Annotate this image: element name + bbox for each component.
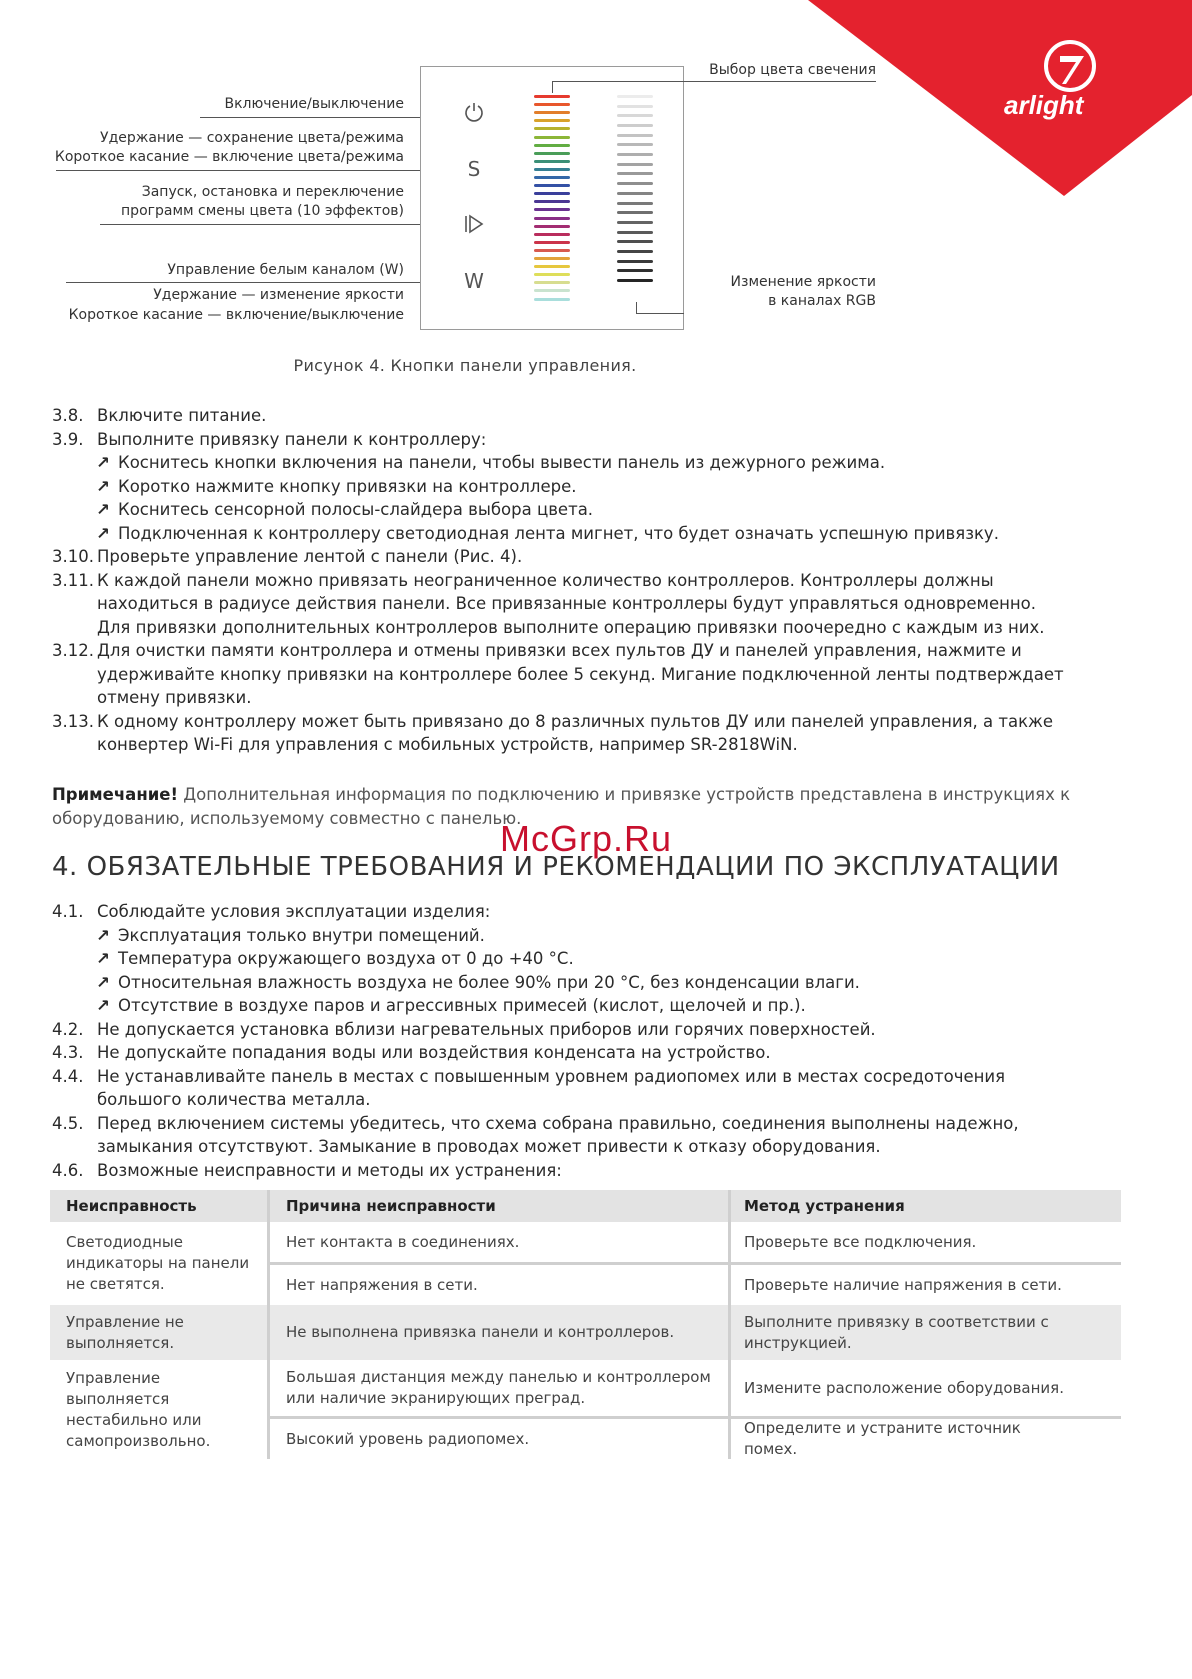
- list-number: 4.3.: [52, 1043, 84, 1062]
- color-bar: [534, 103, 570, 106]
- table-header-fault-text: Неисправность: [66, 1196, 197, 1215]
- table-header-cause-text: Причина неисправности: [286, 1196, 496, 1215]
- color-bar: [534, 257, 570, 260]
- table-cell-cause: [270, 1419, 728, 1459]
- label-w-tap: Короткое касание — включение/выключение: [68, 307, 404, 323]
- gray-bar: [617, 202, 653, 205]
- color-bar: [534, 111, 570, 114]
- gray-bar: [617, 124, 653, 127]
- bullet-text: Коротко нажмите кнопку привязки на контроллере.: [118, 476, 577, 496]
- arrow-bullet-icon: ↗: [96, 996, 110, 1015]
- list-text: Соблюдайте условия эксплуатации изделия:: [97, 902, 491, 921]
- list-text: Не устанавливайте панель в местах с повышенным уровнем радиопомех или в местах сосредоточения: [97, 1066, 1006, 1086]
- list-number: 4.1.: [52, 902, 84, 921]
- bullet-text: Температура окружающего воздуха от 0 до +40 °C.: [118, 949, 574, 968]
- gray-bar: [617, 260, 653, 263]
- table-cell-cause: [270, 1360, 728, 1416]
- bullet-item: [96, 994, 806, 1018]
- bullet-item: [96, 498, 593, 522]
- gray-bar: [617, 231, 653, 234]
- bullet-text: Относительная влажность воздуха не более 90% при 20 °C, без конденсации влаги.: [118, 972, 860, 992]
- gray-bar: [617, 269, 653, 272]
- bullet-item: [96, 475, 576, 499]
- table-cell-fix: [728, 1305, 1121, 1360]
- table-cell-fault-text: Управление выполняется нестабильно или самопроизвольно.: [66, 1368, 211, 1450]
- figure-caption: Рисунок 4. Кнопки панели управления.: [293, 356, 637, 375]
- bullet-text: Подключенная к контроллеру светодиодная лента мигнет, что будет означать успешную привязку.: [118, 523, 999, 543]
- label-play-1: Запуск, остановка и переключение: [141, 184, 404, 200]
- label-s-tap: Короткое касание — включение цвета/режима: [54, 149, 404, 165]
- gray-bar: [617, 211, 653, 214]
- table-cell-fix: [728, 1265, 1121, 1305]
- table-cell-fix: [728, 1419, 1121, 1459]
- list-text: Перед включением системы убедитесь, что схема собрана правильно, соединения выполнены надежно,: [97, 1113, 1019, 1133]
- bullet-item: [96, 947, 574, 971]
- color-bar: [534, 127, 570, 130]
- gray-bar: [617, 250, 653, 253]
- table-cell-cause-text: Высокий уровень радиопомех.: [286, 1429, 530, 1448]
- table-cell-fix: [728, 1222, 1121, 1262]
- table-cell-fix-text: Выполните привязку в соответствии с инструкцией.: [744, 1312, 1049, 1352]
- list-text: отмену привязки.: [97, 688, 252, 707]
- arrow-bullet-icon: ↗: [96, 476, 110, 496]
- label-power: Включение/выключение: [224, 96, 404, 112]
- list-text: Выполните привязку панели к контроллеру:: [97, 429, 487, 449]
- table-cell-cause-text: Не выполнена привязка панели и контроллеров.: [286, 1323, 675, 1341]
- list-text: Не допускайте попадания воды или воздействия конденсата на устройство.: [97, 1043, 771, 1062]
- bullet-text: Коснитесь кнопки включения на панели, чтобы вывести панель из дежурного режима.: [118, 453, 886, 472]
- color-bar: [534, 265, 570, 268]
- gray-bar: [617, 240, 653, 243]
- table-cell-fix-text: Измените расположение оборудования.: [744, 1378, 1064, 1397]
- list-number: 3.10.: [52, 547, 94, 566]
- label-brightness-2: в каналах RGB: [768, 293, 876, 309]
- note-text: Дополнительная информация по подключению и привязке устройств представлена в инструкциях к оборудованию, используемому совместно с панелью.: [52, 785, 1071, 828]
- bullet-item: [96, 522, 999, 546]
- logo-corner: [808, 0, 1192, 200]
- power-button: [459, 101, 489, 128]
- label-brightness-1: Изменение яркости: [730, 274, 876, 290]
- list-number: 3.12.: [52, 641, 94, 660]
- note-label: Примечание!: [52, 785, 178, 804]
- label-s-hold: Удержание — сохранение цвета/режима: [100, 130, 404, 146]
- s-button: S: [467, 157, 481, 181]
- table-cell-cause-text: Большая дистанция между панелью и контроллером или наличие экранирующих преград.: [286, 1368, 711, 1407]
- table-cell-cause: [270, 1305, 728, 1360]
- color-bar: [534, 160, 570, 163]
- label-color-select: Выбор цвета свечения: [709, 62, 876, 78]
- color-bar: [534, 136, 570, 139]
- logo-background: [808, 0, 1192, 196]
- table-cell-fault: [50, 1222, 267, 1305]
- table-cell-fix-text: Проверьте все подключения.: [744, 1232, 977, 1251]
- list-text: находиться в радиусе действия панели. Все привязанные контроллеры будут управляться одновременно.: [97, 594, 1037, 613]
- color-bar: [534, 168, 570, 171]
- label-w: Управление белым каналом (W): [167, 262, 404, 278]
- color-bar: [534, 152, 570, 155]
- color-bar: [534, 273, 570, 276]
- color-bar: [534, 289, 570, 292]
- table-cell-cause-text: Нет напряжения в сети.: [286, 1275, 478, 1294]
- list-text: Для привязки дополнительных контроллеров выполните операцию привязки поочередно с каждым из них.: [97, 617, 1045, 637]
- arrow-bullet-icon: ↗: [96, 925, 110, 945]
- list-text: Для очистки памяти контроллера и отмены привязки всех пультов ДУ и панелей управления, нажмите и: [97, 641, 1022, 660]
- bullet-text: Эксплуатация только внутри помещений.: [118, 925, 485, 945]
- arrow-bullet-icon: ↗: [96, 949, 110, 968]
- list-text: Включите питание.: [97, 406, 267, 425]
- bullet-item: [96, 971, 860, 995]
- color-bar: [534, 184, 570, 187]
- bullet-text: Коснитесь сенсорной полосы-слайдера выбора цвета.: [118, 500, 594, 519]
- list-number: 3.8.: [52, 406, 84, 425]
- gray-bar: [617, 143, 653, 146]
- list-text: большого количества металла.: [97, 1090, 371, 1109]
- list-number: 4.2.: [52, 1019, 84, 1039]
- color-bar: [534, 281, 570, 284]
- gray-bar: [617, 172, 653, 175]
- color-bar: [534, 200, 570, 203]
- play-pause-icon: [462, 213, 486, 235]
- gray-bar: [617, 163, 653, 166]
- color-bar: [534, 225, 570, 228]
- list-text: К одному контроллеру может быть привязано до 8 различных пультов ДУ или панелей управления, а также: [97, 711, 1054, 731]
- list-text: Не допускается установка вблизи нагревательных приборов или горячих поверхностей.: [97, 1019, 876, 1039]
- arrow-bullet-icon: ↗: [96, 500, 110, 519]
- list-text: Проверьте управление лентой с панели (Рис. 4).: [97, 547, 523, 566]
- gray-bar: [617, 114, 653, 117]
- color-bar: [534, 298, 570, 301]
- list-number: 3.9.: [52, 429, 84, 449]
- list-number: 3.11.: [52, 570, 94, 590]
- arrow-bullet-icon: ↗: [96, 972, 110, 992]
- gray-bar: [617, 192, 653, 195]
- arrow-bullet-icon: ↗: [96, 523, 110, 543]
- label-play-2: программ смены цвета (10 эффектов): [121, 203, 404, 219]
- list-number: 4.4.: [52, 1066, 84, 1086]
- bullet-text: Отсутствие в воздухе паров и агрессивных примесей (кислот, щелочей и пр.).: [118, 996, 806, 1015]
- table-cell-cause: [270, 1222, 728, 1262]
- bullet-item: [96, 451, 885, 475]
- table-cell-fix-text: Определите и устраните источник помех.: [744, 1419, 1021, 1458]
- list-text: удерживайте кнопку привязки на контроллере более 5 секунд. Мигание подключенной ленты подтверждает: [97, 664, 1064, 684]
- color-bar: [534, 249, 570, 252]
- logo-text: arlight: [1004, 90, 1084, 120]
- table-cell-cause-text: Нет контакта в соединениях.: [286, 1232, 520, 1251]
- list-number: 3.13.: [52, 711, 94, 731]
- table-header-fault: [50, 1190, 267, 1222]
- list-text: замыкания отсутствуют. Замыкание в проводах может привести к отказу оборудования.: [97, 1137, 881, 1156]
- color-bar: [534, 144, 570, 147]
- gray-bar: [617, 134, 653, 137]
- table-header-fix: [728, 1190, 1121, 1222]
- table-header-cause: [270, 1190, 728, 1222]
- section-4-title: 4. ОБЯЗАТЕЛЬНЫЕ ТРЕБОВАНИЯ И РЕКОМЕНДАЦИИ ПО ЭКСПЛУАТАЦИИ: [52, 852, 1060, 882]
- list-number: 4.6.: [52, 1160, 84, 1180]
- table-cell-fault: [50, 1305, 267, 1360]
- color-bar: [534, 176, 570, 179]
- gray-bar: [617, 221, 653, 224]
- column-separator: [267, 1190, 270, 1459]
- color-bar: [534, 208, 570, 211]
- gray-bar: [617, 95, 653, 98]
- table-cell-fault-text: Управление не выполняется.: [66, 1312, 184, 1352]
- table-cell-fix: [728, 1360, 1121, 1416]
- list-number: 4.5.: [52, 1113, 84, 1133]
- gray-bar: [617, 105, 653, 108]
- label-w-hold: Удержание — изменение яркости: [153, 287, 404, 303]
- table-cell-fix-text: Проверьте наличие напряжения в сети.: [744, 1275, 1062, 1294]
- color-bar: [534, 241, 570, 244]
- column-separator: [728, 1190, 731, 1459]
- gray-bar: [617, 279, 653, 282]
- arrow-bullet-icon: ↗: [96, 453, 110, 472]
- gray-bar: [617, 153, 653, 156]
- w-button: W: [464, 269, 484, 293]
- gray-bar: [617, 182, 653, 185]
- table-cell-cause: [270, 1265, 728, 1305]
- list-text: Возможные неисправности и методы их устранения:: [97, 1160, 562, 1180]
- bullet-item: [96, 924, 485, 948]
- list-text: конвертер Wi-Fi для управления с мобильных устройств, например SR-2818WiN.: [97, 735, 798, 754]
- power-icon: [463, 101, 485, 123]
- table-cell-fault-text: Светодиодные индикаторы на панели не светятся.: [66, 1233, 250, 1293]
- list-text: К каждой панели можно привязать неограниченное количество контроллеров. Контроллеры должны: [97, 570, 994, 590]
- color-bar: [534, 217, 570, 220]
- watermark: McGrp.Ru: [500, 818, 673, 859]
- table-header-fix-text: Метод устранения: [744, 1196, 905, 1215]
- color-bar: [534, 119, 570, 122]
- control-panel: [420, 66, 684, 330]
- table-cell-fault: [50, 1360, 267, 1459]
- color-bar: [534, 233, 570, 236]
- color-bar: [534, 192, 570, 195]
- play-pause-button: [459, 213, 489, 240]
- color-bar: [534, 95, 570, 98]
